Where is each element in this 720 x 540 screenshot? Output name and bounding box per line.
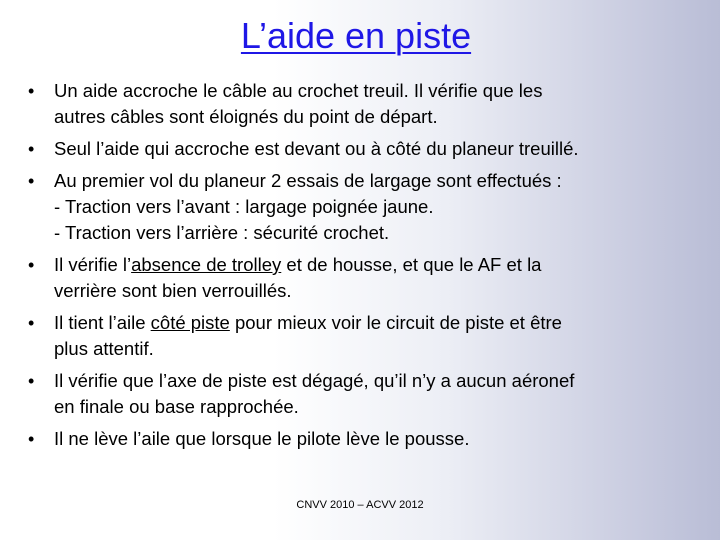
slide-title: L’aide en piste — [240, 15, 472, 56]
bullet-item — [26, 78, 706, 130]
bullet-dot-icon: • — [28, 255, 35, 275]
bullet-text-segment: et de housse, et que le AF et la — [281, 254, 542, 275]
bullet-item — [26, 426, 706, 452]
bullet-text-line: autres câbles sont éloignés du point de départ. — [54, 106, 438, 127]
bullet-text-segment: pour mieux voir le circuit de piste et être — [229, 312, 562, 333]
bullet-text-line: Il ne lève l’aile que lorsque le pilote lève le pousse. — [54, 428, 470, 449]
bullet-subline: - Traction vers l’avant : largage poignée jaune. — [54, 196, 434, 217]
bullet-text-line: en finale ou base rapprochée. — [54, 396, 299, 417]
bullet-text-line — [54, 310, 706, 336]
bullet-text-line — [54, 252, 706, 278]
bullet-dot-icon: • — [28, 81, 35, 101]
bullet-text-line: verrière sont bien verrouillés. — [54, 280, 292, 301]
bullet-item — [26, 136, 706, 162]
bullet-text-line: plus attentif. — [54, 338, 154, 359]
bullet-dot-icon: • — [28, 371, 35, 391]
bullet-dot-icon: • — [28, 139, 35, 159]
underlined-phrase: côté piste — [150, 312, 230, 333]
bullet-dot-icon: • — [28, 313, 35, 333]
bullet-dot-icon: • — [28, 429, 35, 449]
bullet-text-segment: Il tient l’aile — [54, 312, 151, 333]
bullet-text-line: Seul l’aide qui accroche est devant ou à côté du planeur treuillé. — [54, 138, 579, 159]
bullet-item — [26, 368, 706, 420]
bullet-text-line: Au premier vol du planeur 2 essais de largage sont effectués : — [54, 170, 562, 191]
bullet-text-line: Un aide accroche le câble au crochet treuil. Il vérifie que les — [54, 80, 543, 101]
bullet-item — [26, 252, 706, 304]
bullet-text-segment: Il vérifie l’ — [54, 254, 132, 275]
bullet-dot-icon: • — [28, 171, 35, 191]
bullet-subline: - Traction vers l’arrière : sécurité crochet. — [54, 222, 390, 243]
slide-footer: CNVV 2010 – ACVV 2012 — [296, 499, 424, 511]
bullet-item — [26, 168, 706, 246]
bullet-item — [26, 310, 706, 362]
bullet-list — [26, 78, 706, 458]
bullet-text-line: Il vérifie que l’axe de piste est dégagé, qu’il n’y a aucun aéronef — [54, 370, 575, 391]
underlined-phrase: absence de trolley — [131, 254, 282, 275]
